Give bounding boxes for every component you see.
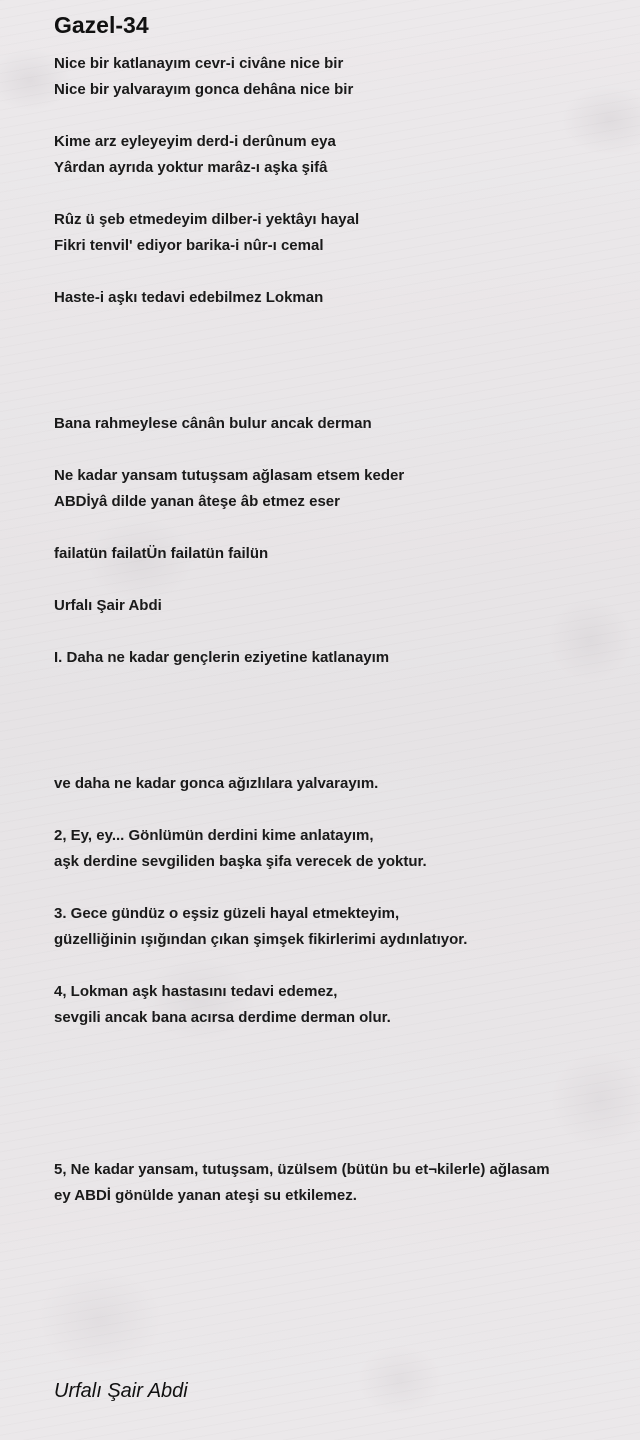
poem-line: Kime arz eyleyeyim derd-i derûnum eya (54, 133, 336, 150)
poem-title: Gazel-34 (54, 12, 149, 38)
poem-line: Nice bir yalvarayım gonca dehâna nice bir (54, 81, 354, 98)
poem-line: Fikri tenvil' ediyor barika-i nûr-ı cemal (54, 237, 324, 254)
poem-line: 4, Lokman aşk hastasını tedavi edemez, (54, 983, 338, 1000)
poem-line: güzelliğinin ışığından çıkan şimşek fikirlerimi aydınlatıyor. (54, 931, 468, 948)
poem-line: 3. Gece gündüz o eşsiz güzeli hayal etmekteyim, (54, 905, 400, 922)
poem-line: ABDİyâ dilde yanan âteşe âb etmez eser (54, 493, 340, 510)
poem-line: 2, Ey, ey... Gönlümün derdini kime anlatayım, (54, 827, 374, 844)
poem-line: 5, Ne kadar yansam, tutuşsam, üzülsem (bütün bu et¬kilerle) ağlasam (54, 1161, 550, 1178)
poem-line: Rûz ü şeb etmedeyim dilber-i yektâyı hayal (54, 211, 360, 228)
poem-line: Yârdan ayrıda yoktur marâz-ı aşka şifâ (54, 159, 328, 176)
poem-line: Urfalı Şair Abdi (54, 597, 162, 614)
poem-line: aşk derdine sevgiliden başka şifa verecek de yoktur. (54, 853, 427, 870)
poem-line: Nice bir katlanayım cevr-i civâne nice bir (54, 55, 344, 72)
poem-line: Ne kadar yansam tutuşsam ağlasam etsem keder (54, 467, 405, 484)
poem-line: Haste-i aşkı tedavi edebilmez Lokman (54, 289, 324, 306)
poem-line: ve daha ne kadar gonca ağızlılara yalvarayım. (54, 775, 379, 792)
poem-line: I. Daha ne kadar gençlerin eziyetine katlanayım (54, 649, 390, 666)
poem-line: sevgili ancak bana acırsa derdime derman olur. (54, 1009, 391, 1026)
poem-line: Bana rahmeylese cânân bulur ancak derman (54, 415, 372, 432)
poem-line: ey ABDİ gönülde yanan ateşi su etkilemez. (54, 1187, 357, 1204)
poem-line: failatün failatÜn failatün failün (54, 545, 269, 562)
author-signature: Urfalı Şair Abdi (54, 1380, 188, 1402)
